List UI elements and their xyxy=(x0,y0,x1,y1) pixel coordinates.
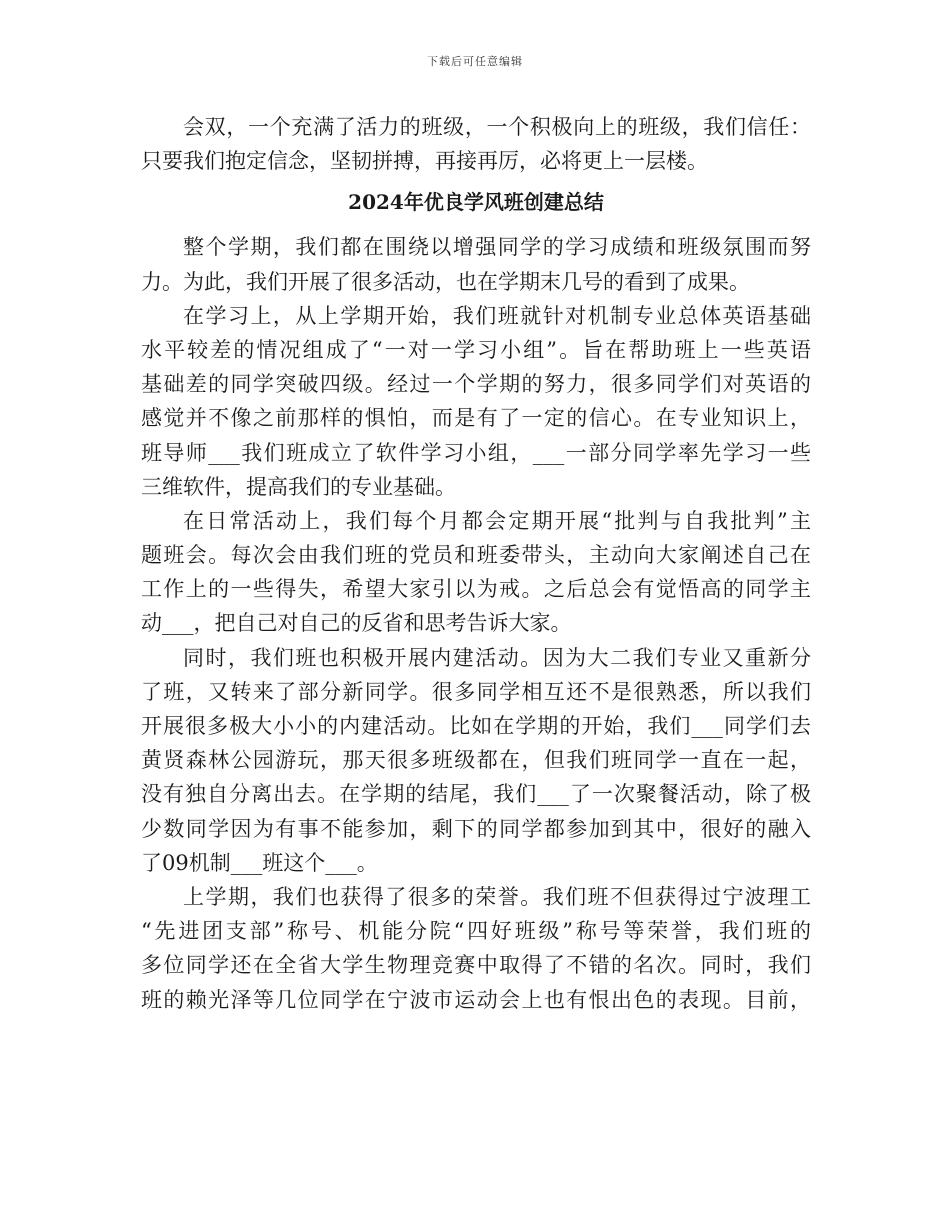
paragraph-1 xyxy=(141,230,811,298)
text-line: 了班，又转来了部分新同学。很多同学相互还不是很熟悉，所以我们 xyxy=(141,679,811,704)
text-line: “先进团支部”称号、机能分院“四好班级”称号等荣誉，我们班的 xyxy=(141,919,811,944)
text-line: 在日常活动上，我们每个月都会定期开展“批判与自我批判”主 xyxy=(183,508,811,533)
text-line: 多位同学还在全省大学生物理竞赛中取得了不错的名次。同时，我们 xyxy=(141,953,811,978)
text-line: 水平较差的情况组成了“一对一学习小组”。旨在帮助班上一些英语 xyxy=(141,337,811,362)
text-line: 没有独自分离出去。在学期的结尾，我们___了一次聚餐活动，除了极 xyxy=(141,782,811,807)
text-line: 题班会。每次会由我们班的党员和班委带头，主动向大家阐述自己在 xyxy=(141,543,811,568)
text-line: 感觉并不像之前那样的惧怕，而是有了一定的信心。在专业知识上， xyxy=(141,406,811,431)
text-line: 只要我们抱定信念，坚韧拼搏，再接再厉，必将更上一层楼。 xyxy=(141,149,708,174)
text-line: 班导师___我们班成立了软件学习小组，___一部分同学率先学习一些 xyxy=(141,440,811,465)
page-header: 下载后可任意编辑 xyxy=(427,55,523,68)
text-line: 上学期，我们也获得了很多的荣誉。我们班不但获得过宁波理工 xyxy=(183,884,811,909)
text-line: 三维软件，提高我们的专业基础。 xyxy=(141,474,456,499)
text-line: 动___，把自己对自己的反省和思考告诉大家。 xyxy=(141,611,572,636)
paragraph-5 xyxy=(141,880,811,1017)
text-line: 工作上的一些得失，希望大家引以为戒。之后总会有觉悟高的同学主 xyxy=(141,577,811,602)
text-line: 开展很多极大小小的内建活动。比如在学期的开始，我们___同学们去 xyxy=(141,714,811,738)
text-line: 整个学期，我们都在围绕以增强同学的学习成绩和班级氛围而努 xyxy=(183,235,811,260)
text-line: 班的赖光泽等几位同学在宁波市运动会上也有恨出色的表现。目前， xyxy=(141,987,811,1012)
text-line: 力。为此，我们开展了很多活动，也在学期末几号的看到了成果。 xyxy=(141,269,750,294)
text-line: 在学习上，从上学期开始，我们班就针对机制专业总体英语基础 xyxy=(183,303,811,328)
text-line: 黄贤森林公园游玩，那天很多班级都在，但我们班同学一直在一起， xyxy=(141,748,811,773)
paragraph-3 xyxy=(141,504,811,641)
document-title: 2024年优良学风班创建总结 xyxy=(348,190,604,215)
text-line: 基础差的同学突破四级。经过一个学期的努力，很多同学们对英语的 xyxy=(141,372,811,397)
text-line: 少数同学因为有事不能参加，剩下的同学都参加到其中，很好的融入 xyxy=(141,816,811,841)
paragraph-intro xyxy=(141,110,811,178)
text-line: 同时，我们班也积极开展内建活动。因为大二我们专业又重新分 xyxy=(183,645,811,670)
paragraph-4 xyxy=(141,641,811,880)
document-body xyxy=(141,110,811,1017)
text-line: 会双，一个充满了活力的班级，一个积极向上的班级，我们信任： xyxy=(183,115,811,139)
paragraph-2 xyxy=(141,299,811,504)
text-line: 了09机制___班这个___。 xyxy=(141,850,378,875)
